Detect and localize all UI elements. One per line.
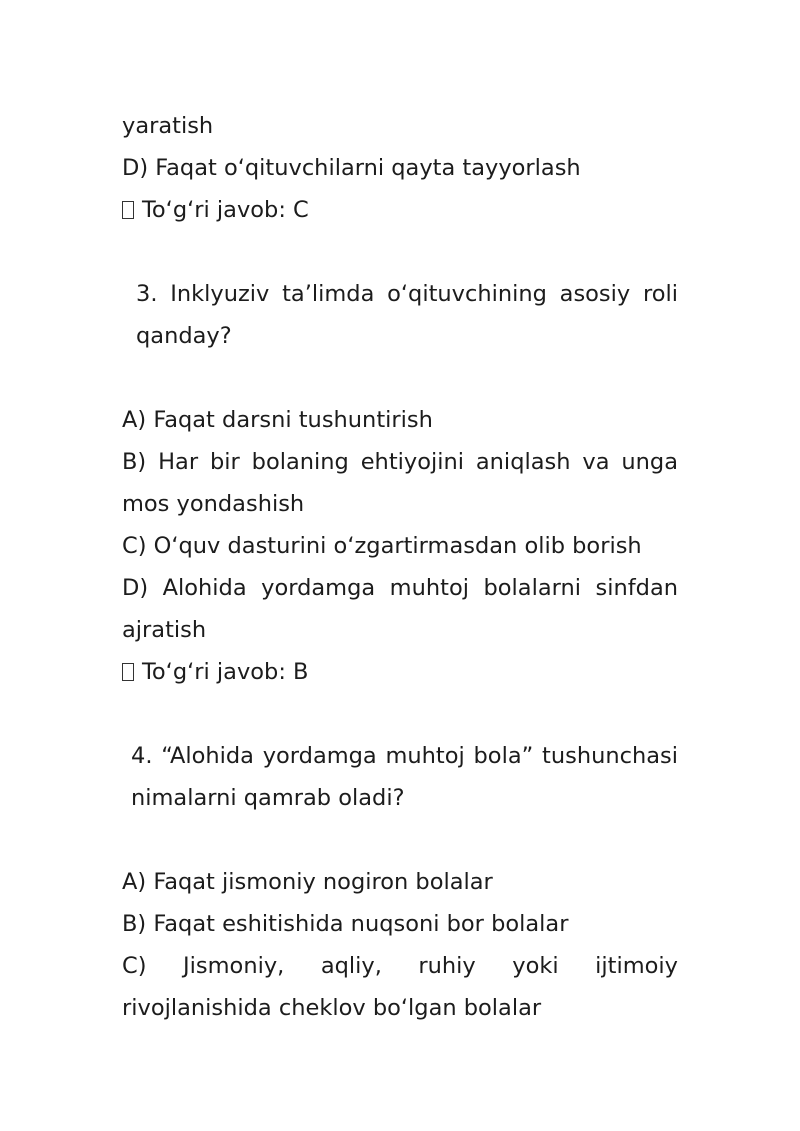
q2-answer-text: To‘g‘ri javob: C xyxy=(142,197,309,223)
missing-glyph-box-icon xyxy=(122,201,134,219)
q4-option-a: A) Faqat jismoniy nogiron bolalar xyxy=(122,869,493,895)
q3-option-c: C) O‘quv dasturini o‘zgartirmasdan olib borish xyxy=(122,533,642,559)
spacer xyxy=(122,693,678,735)
q3-question: 3. Inklyuziv ta’limda o‘qituvchining asosiy roli qanday? xyxy=(136,281,678,349)
q3-option-b: B) Har bir bolaning ehtiyojini aniqlash va unga mos yondashish xyxy=(122,449,678,517)
missing-glyph-box-icon xyxy=(122,663,134,681)
q3-answer-text: To‘g‘ri javob: B xyxy=(142,659,309,685)
document-page xyxy=(122,105,678,1029)
q3-option-a: A) Faqat darsni tushuntirish xyxy=(122,407,433,433)
q4-option-b: B) Faqat eshitishida nuqsoni bor bolalar xyxy=(122,911,569,937)
q2-option-d: D) Faqat o‘qituvchilarni qayta tayyorlash xyxy=(122,155,581,181)
q3-option-d: D) Alohida yordamga muhtoj bolalarni sinfdan ajratish xyxy=(122,575,678,643)
q4-option-c: C) Jismoniy, aqliy, ruhiy yoki ijtimoiy rivojlanishida cheklov bo‘lgan bolalar xyxy=(122,953,678,1021)
spacer xyxy=(122,231,678,273)
q2-option-c-tail: yaratish xyxy=(122,113,214,139)
q4-question: 4. “Alohida yordamga muhtoj bola” tushunchasi nimalarni qamrab oladi? xyxy=(131,743,678,811)
spacer xyxy=(122,357,678,399)
q2-answer xyxy=(122,189,678,231)
q3-answer xyxy=(122,651,678,693)
spacer xyxy=(122,819,678,861)
